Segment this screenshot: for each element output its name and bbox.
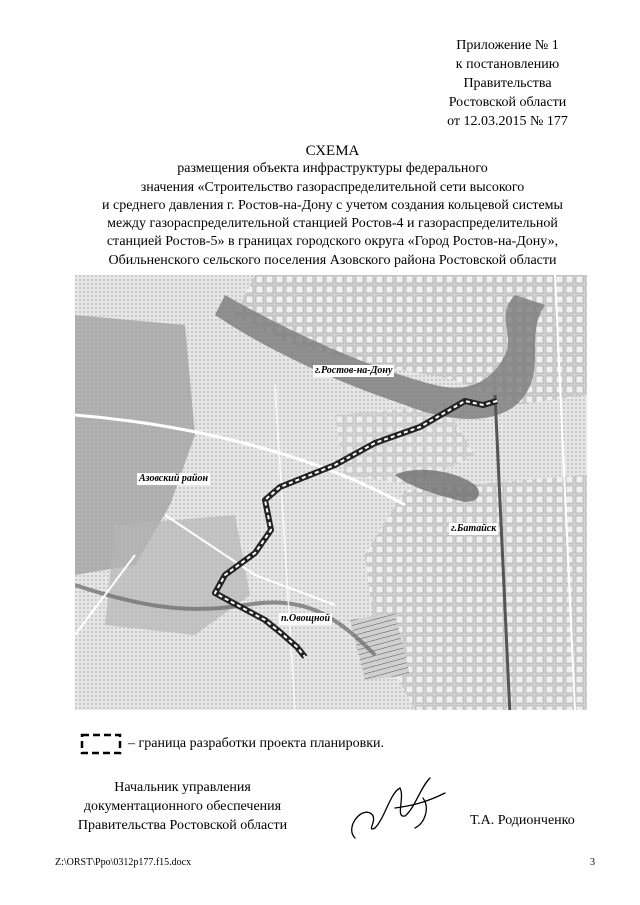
signatory-position-line: документационного обеспечения (83, 799, 282, 814)
scheme-map (75, 275, 587, 710)
map-label-azov: Азовский район (139, 473, 209, 484)
signatory-position-line: Правительства Ростовской области (77, 818, 288, 833)
legend-text: – граница разработки проекта планировки. (128, 736, 385, 751)
signatory-position-line: Начальник управления (114, 780, 251, 795)
scheme-description-line: станцией Ростов-5» в границах городского округа «Город Ростов-на-Дону», (106, 234, 559, 250)
scheme-description-line: Обильненского сельского поселения Азовского района Ростовской области (108, 252, 557, 268)
appendix-line: от 12.03.2015 № 177 (447, 114, 568, 129)
map-label-ovoshnoy: п.Овощной (281, 613, 331, 624)
scheme-description-line: значения «Строительство газораспределительной сети высокого (140, 179, 525, 195)
map-drawing (75, 275, 587, 710)
appendix-line: Приложение № 1 (456, 38, 559, 53)
map-label-bataysk: г.Батайск (451, 523, 497, 534)
footer-file-path: Z:\ORST\Ppo\0312p177.f15.docx (55, 857, 192, 868)
map-legend (80, 733, 384, 755)
appendix-header (420, 36, 595, 131)
appendix-line: к постановлению (455, 57, 560, 72)
scheme-title: СХЕМА (305, 143, 360, 159)
boundary-legend-icon (80, 733, 122, 755)
handwritten-signature (335, 768, 465, 848)
signatory-position (60, 778, 305, 835)
scheme-title-block (60, 142, 605, 270)
scheme-description-line: размещения объекта инфраструктуры федерального (177, 161, 488, 177)
appendix-line: Правительства (463, 76, 552, 91)
scheme-description-line: и среднего давления г. Ростов-на-Дону с учетом создания кольцевой системы (102, 197, 563, 213)
page-number: 3 (590, 857, 595, 868)
map-label-rostov: г.Ростов-на-Дону (315, 365, 393, 376)
signatory-name: Т.А. Родионченко (470, 813, 575, 828)
appendix-line: Ростовской области (448, 95, 567, 110)
scheme-description-line: между газораспределительной станцией Ростов-4 и газораспределительной (107, 216, 558, 232)
